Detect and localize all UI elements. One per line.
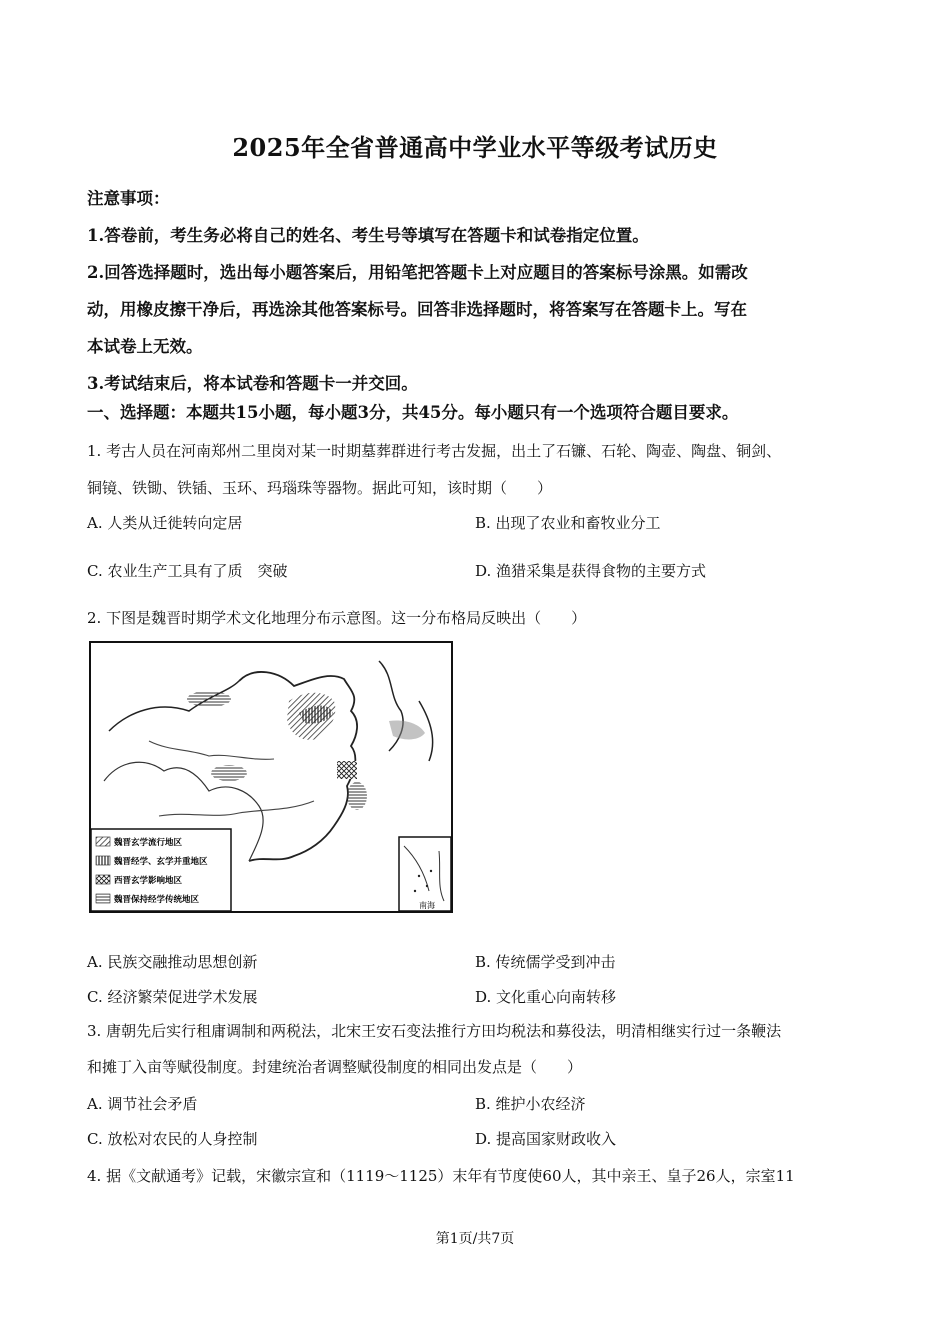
map-region-confucian-east <box>347 782 367 810</box>
question-3-option-c[interactable]: C. 放松对农民的人身控制 <box>87 1130 258 1148</box>
legend-label-2: 魏晋经学、玄学并重地区 <box>114 857 208 867</box>
legend-swatch-2 <box>96 856 110 865</box>
question-1-option-b[interactable]: B. 出现了农业和畜牧业分工 <box>475 514 661 532</box>
map-region-confucian-nw <box>187 691 231 707</box>
question-3-option-d[interactable]: D. 提高国家财政收入 <box>475 1130 617 1148</box>
legend-swatch-3 <box>96 875 110 884</box>
question-1 <box>87 434 862 505</box>
notice-item-2-line-2: 动，用橡皮擦干净后，再选涂其他答案标号。回答非选择题时，将答案写在答题卡上。写在 <box>87 300 747 319</box>
question-2-stem: 2. 下图是魏晋时期学术文化地理分布示意图。这一分布格局反映出（ ） <box>87 609 587 627</box>
notice-block <box>87 180 862 402</box>
legend-swatch-4 <box>96 894 110 903</box>
question-1-stem-line-2: 铜镜、铁锄、铁锸、玉环、玛瑙珠等器物。据此可知，该时期（ ） <box>87 479 553 497</box>
question-3-option-b[interactable]: B. 维护小农经济 <box>475 1095 586 1113</box>
question-3-stem-line-2: 和摊丁入亩等赋役制度。封建统治者调整赋役制度的相同出发点是（ ） <box>87 1058 583 1076</box>
question-1-stem-line-1: 1. 考古人员在河南郑州二里岗对某一时期墓葬群进行考古发掘，出土了石镰、石轮、陶壶、陶盘、铜剑、 <box>87 442 782 460</box>
map-region-confucian-west <box>211 765 247 781</box>
notice-heading: 注意事项： <box>87 189 170 208</box>
question-1-option-d[interactable]: D. 渔猎采集是获得食物的主要方式 <box>475 562 707 580</box>
question-2-option-a[interactable]: A. 民族交融推动思想创新 <box>87 953 258 971</box>
question-2-option-d[interactable]: D. 文化重心向南转移 <box>475 988 617 1006</box>
section-heading: 一、选择题：本题共15小题，每小题3分，共45分。每小题只有一个选项符合题目要求。 <box>87 403 739 422</box>
question-4-stem-line-1: 4. 据《文献通考》记载，宋徽宗宣和（1119～1125）末年有节度使60人，其中亲王、皇子26人，宗室11 <box>87 1167 795 1185</box>
notice-item-2-line-3: 本试卷上无效。 <box>87 337 203 356</box>
notice-item-2-line-1: 2.回答选择题时，选出每小题答案后，用铅笔把答题卡上对应题目的答案标号涂黑。如需改 <box>87 263 748 282</box>
legend-label-1: 魏晋玄学流行地区 <box>114 838 183 848</box>
map-region-western-jin <box>337 761 357 779</box>
page-footer: 第1页/共7页 <box>435 1231 515 1247</box>
notice-item-3: 3.考试结束后，将本试卷和答题卡一并交回。 <box>87 374 418 393</box>
question-3-option-a[interactable]: A. 调节社会矛盾 <box>87 1095 198 1113</box>
legend-label-3: 西晋玄学影响地区 <box>114 876 183 886</box>
legend-swatch-1 <box>96 837 110 846</box>
notice-item-1: 1.答卷前，考生务必将自己的姓名、考生号等填写在答题卡和试卷指定位置。 <box>87 226 649 245</box>
question-3-stem-line-1: 3. 唐朝先后实行租庸调制和两税法，北宋王安石变法推行方田均税法和募役法，明清相继实行过一条鞭法 <box>87 1022 782 1040</box>
question-1-option-a[interactable]: A. 人类从迁徙转向定居 <box>87 514 243 532</box>
legend-label-4: 魏晋保持经学传统地区 <box>114 895 200 905</box>
question-2-option-c[interactable]: C. 经济繁荣促进学术发展 <box>87 988 258 1006</box>
question-1-option-c[interactable]: C. 农业生产工具有了质 突破 <box>87 562 288 580</box>
question-3 <box>87 1014 862 1084</box>
wei-jin-culture-map <box>89 641 453 913</box>
question-2-option-b[interactable]: B. 传统儒学受到冲击 <box>475 953 616 971</box>
exam-title: 2025年全省普通高中学业水平等级考试历史 <box>232 133 718 162</box>
map-inset-label: 南海 <box>419 901 435 910</box>
